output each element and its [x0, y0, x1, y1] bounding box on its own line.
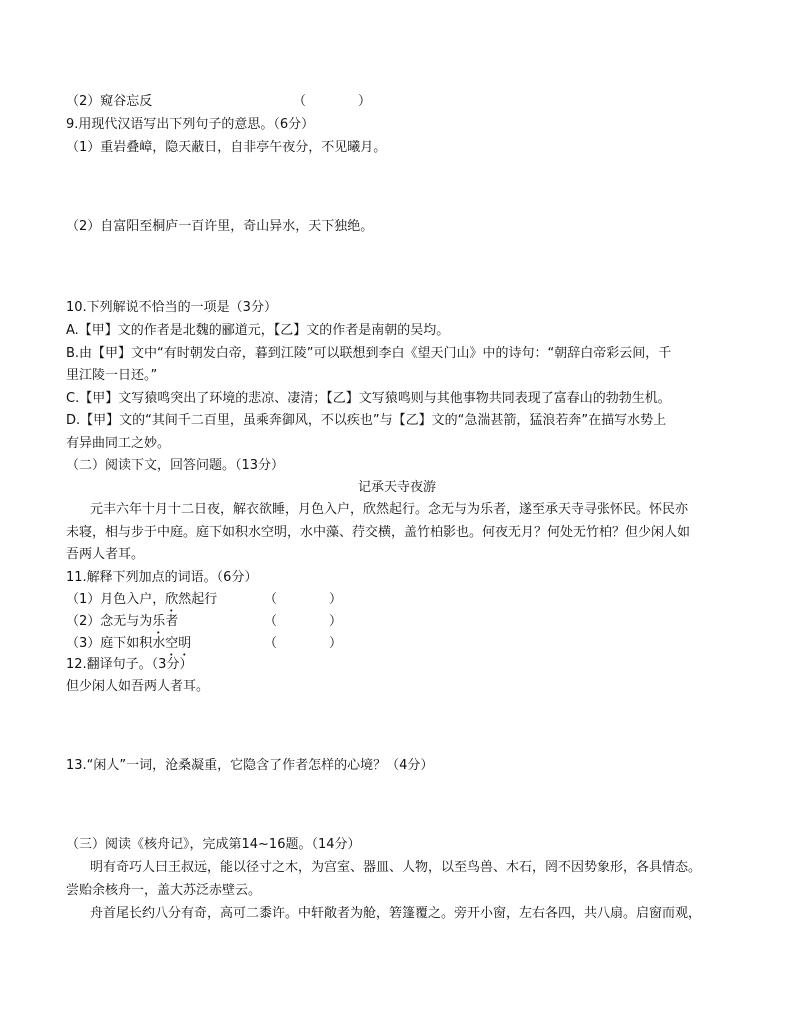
dotted-word: 欣 — [165, 592, 179, 607]
passage-3-line-3: 舟首尾长约八分有奇，高可二黍许。中轩敞者为舱，箬篷覆之。旁开小窗，左右各四，共八扇。启窗而观， — [90, 906, 702, 921]
section-2-heading: （二）阅读下文，回答问题。（13分） — [66, 458, 285, 473]
question-10-option-d-line-1: D.【甲】文的“其间千二百里，虽乘奔御风，不以疾也”与【乙】文的“急湍甚箭，猛浪若奔”在描写水势上 — [66, 413, 667, 428]
item-text: （2）念无与为 — [66, 614, 153, 629]
question-12-sentence: 但少闲人如吾两人者耳。 — [66, 679, 210, 694]
question-10-option-b-line-2: 里江陵一日还。” — [66, 368, 158, 383]
item-text: （1）月色入户， — [66, 592, 166, 607]
answer-blank: （ ） — [293, 94, 372, 109]
passage-2-line-1: 元丰六年十月十二日夜，解衣欲睡，月色入户，欣然起行。念无与为乐者，遂至承天寺寻张怀民。怀民亦 — [90, 502, 689, 517]
dotted-word: 乐 — [152, 614, 166, 629]
question-11-item-1 — [66, 591, 217, 615]
answer-blank: （ ） — [264, 592, 343, 607]
item-2-label: （2）窥谷忘反 — [66, 94, 153, 109]
question-10-option-b-line-1: B.由【甲】文中“有时朝发白帝，暮到江陵”可以联想到李白《望天门山》中的诗句：“朝辞白帝彩云间，千 — [66, 346, 672, 361]
question-12: 12.翻译句子。（3分） — [66, 657, 193, 672]
question-13: 13.“闲人”一词，沧桑凝重，它隐含了作者怎样的心境？（4分） — [66, 758, 434, 773]
question-9: 9.用现代汉语写出下列句子的意思。（6分） — [66, 117, 315, 132]
answer-blank: （ ） — [264, 614, 343, 629]
question-10: 10.下列解说不恰当的一项是（3分） — [66, 300, 277, 315]
passage-2-line-3: 吾两人者耳。 — [66, 547, 145, 562]
item-text: （3）庭下如积水 — [66, 636, 166, 651]
dotted-word: 空明 — [165, 636, 192, 651]
passage-title: 记承天寺夜游 — [357, 480, 436, 495]
question-9-item-2: （2）自富阳至桐庐一百许里，奇山异水，天下独绝。 — [66, 219, 374, 234]
question-10-option-a: A.【甲】文的作者是北魏的郦道元，【乙】文的作者是南朝的吴均。 — [66, 323, 450, 338]
answer-blank: （ ） — [264, 636, 343, 651]
passage-3-line-2: 尝贻余核舟一，盖大苏泛赤壁云。 — [66, 883, 262, 898]
question-11-item-2 — [66, 613, 178, 637]
section-3-heading: （三）阅读《核舟记》，完成第14~16题。（14分） — [66, 837, 361, 852]
question-11: 11.解释下列加点的词语。（6分） — [66, 570, 258, 585]
question-9-item-1: （1）重岩叠嶂，隐天蔽日，自非亭午夜分，不见曦月。 — [66, 140, 387, 155]
passage-2-line-2: 未寝，相与步于中庭。庭下如积水空明，水中藻、荇交横，盖竹柏影也。何夜无月？何处无竹柏？但少闲人如 — [66, 525, 691, 540]
passage-3-line-1: 明有奇巧人曰王叔远，能以径寸之木，为宫室、器皿、人物，以至鸟兽、木石，罔不因势象形，各具情态。 — [90, 860, 702, 875]
item-text: 然起行 — [178, 592, 218, 607]
question-10-option-d-line-2: 有异曲同工之妙。 — [66, 436, 171, 451]
question-10-option-c: C.【甲】文写猿鸣突出了环境的悲凉、凄清；【乙】文写猿鸣则与其他事物共同表现了富春山的勃勃生机。 — [66, 391, 671, 406]
item-text: 者 — [165, 614, 179, 629]
